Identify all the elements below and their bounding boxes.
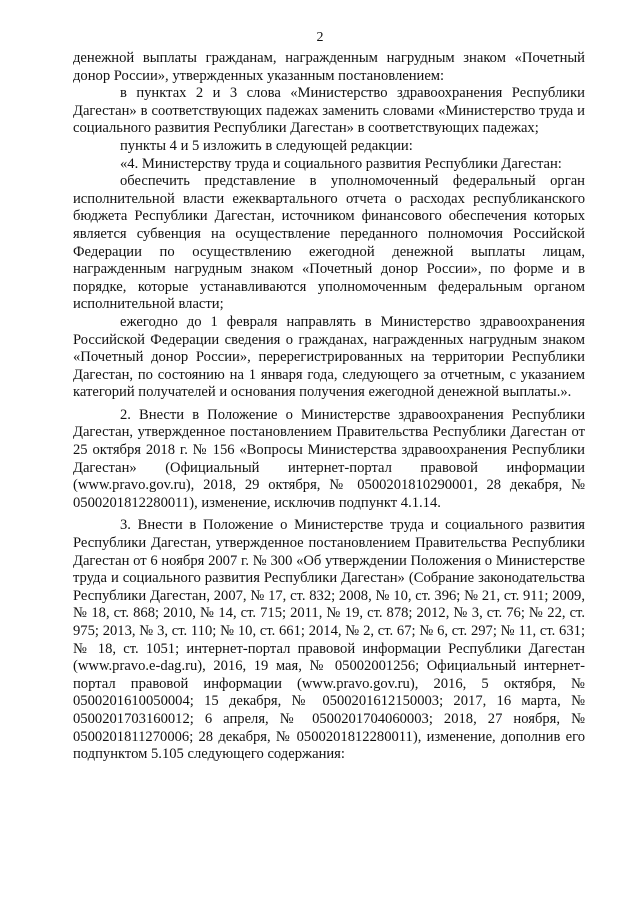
- page-number: 2: [316, 30, 324, 45]
- paragraph: 2. Внести в Положение о Министерстве здравоохранения Республики Дагестан, утвержденное постановлением Правительства Республики Дагестан от 25 октября 2018 г. № 156 «Вопросы Министерства здравоохранения Республики Дагестан» (Официальный интернет-портал правовой информации (www.pravo.gov.ru), 2018, 29 октября, № 0500201810290001, 28 декабря, № 0500201812280011), изменение, исключив подпункт 4.1.14.: [73, 406, 585, 511]
- paragraph: обеспечить представление в уполномоченный федеральный орган исполнительной власти ежеквартального отчета о расходах республиканского бюджета Республики Дагестан, источником финансового обеспечения которых является субвенция на осуществление переданного полномочия Российской Федерации по осуществлению ежегодной денежной выплаты лицам, награжденным нагрудным знаком «Почетный донор России», по форме и в порядке, которые устанавливаются уполномоченным федеральным органом исполнительной власти;: [73, 173, 585, 313]
- paragraph: ежегодно до 1 февраля направлять в Министерство здравоохранения Российской Федерации сведения о гражданах, награжденных нагрудным знаком «Почетный донор России», перерегистрированных на территории Республики Дагестан, по состоянию на 1 января года, следующего за отчетным, с указанием категорий получателей и основания получения ежегодной денежной выплаты.».: [73, 313, 585, 401]
- document-body: [73, 50, 585, 764]
- paragraph: денежной выплаты гражданам, награжденным нагрудным знаком «Почетный донор России», утвержденных указанным постановлением:: [73, 50, 585, 84]
- paragraph: 3. Внести в Положение о Министерстве труда и социального развития Республики Дагестан, утвержденное постановлением Правительства Республики Дагестан от 6 ноября 2007 г. № 300 «Об утверждении Положения о Министерстве труда и социального развития Республики Дагестан» (Собрание законодательства Республики Дагестан, 2007, № 17, ст. 832; 2008, № 10, ст. 396; № 21, ст. 911; 2009, № 18, ст. 868; 2010, № 14, ст. 715; 2011, № 19, ст. 878; 2012, № 3, ст. 76; № 22, ст. 975; 2013, № 3, ст. 110; № 10, ст. 661; 2014, № 2, ст. 67; № 6, ст. 297; № 11, ст. 631; № 18, ст. 1051; интернет-портал правовой информации Республики Дагестан (www.pravo.e-dag.ru), 2016, 19 мая, № 05002001256; Официальный интернет-портал правовой информации (www.pravo.gov.ru), 2016, 5 октября, № 0500201610050004; 15 декабря, № 0500201612150003; 2017, 16 марта, № 0500201703160012; 6 апреля, № 0500201704060003; 2018, 27 ноября, № 0500201811270006; 28 декабря, № 0500201812280011), изменение, дополнив его подпунктом 5.105 следующего содержания:: [73, 517, 585, 763]
- paragraph: в пунктах 2 и 3 слова «Министерство здравоохранения Республики Дагестан» в соответствующих падежах заменить словами «Министерство труда и социального развития Республики Дагестан» в соответствующих падежах;: [73, 85, 585, 137]
- paragraph: пункты 4 и 5 изложить в следующей редакции:: [120, 137, 413, 154]
- paragraph: «4. Министерству труда и социального развития Республики Дагестан:: [120, 155, 562, 172]
